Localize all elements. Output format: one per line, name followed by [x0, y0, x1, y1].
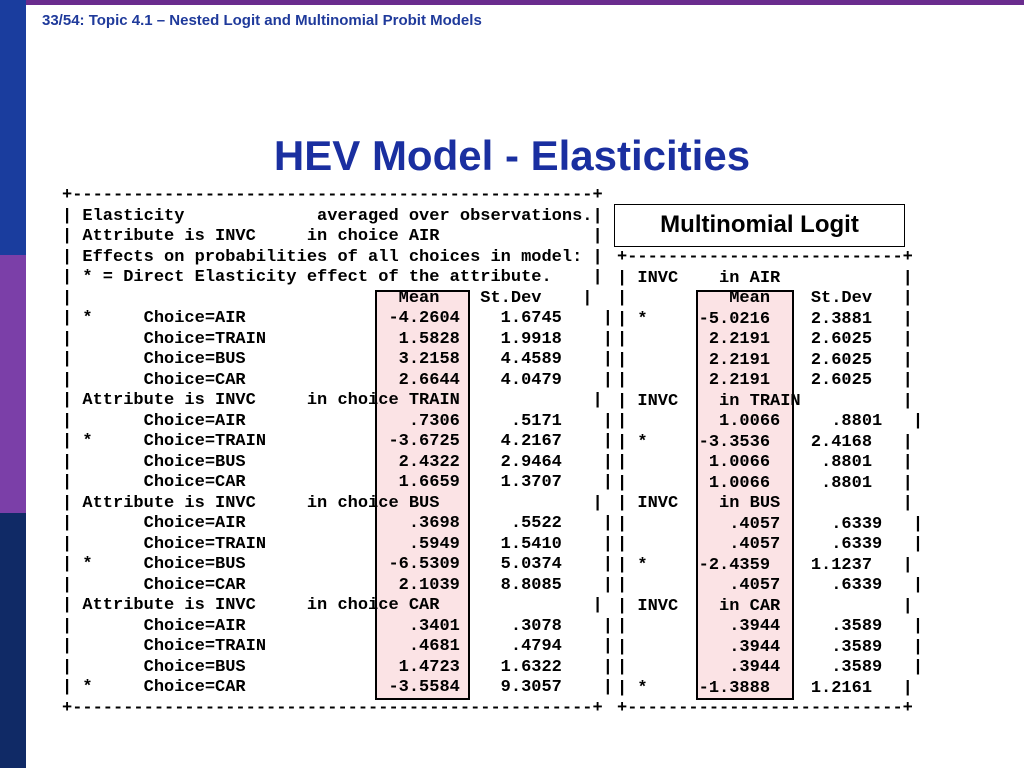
- hev-output-line: +---------------------------------------------------+: [62, 186, 603, 205]
- side-stripe-blue: [0, 0, 26, 255]
- hev-output-line: | Choice=TRAIN .5949 1.5410 |: [62, 534, 613, 554]
- hev-output-line: | Choice=TRAIN .4681 .4794 |: [62, 637, 613, 656]
- hev-output-line: | * Choice=BUS -6.5309 5.0374 |: [62, 555, 613, 574]
- mnl-output-line: | 1.0066 .8801 |: [617, 473, 913, 493]
- hev-output-line: | Choice=AIR .3401 .3078 |: [62, 616, 613, 636]
- mnl-output-line: | .4057 .6339 |: [617, 514, 924, 534]
- hev-output-line: | Choice=CAR 2.6644 4.0479 |: [62, 370, 613, 390]
- hev-output-line: | Attribute is INVC in choice BUS |: [62, 493, 603, 513]
- hev-output-line: | Attribute is INVC in choice AIR |: [62, 227, 603, 246]
- mnl-output-line: | INVC in AIR |: [617, 268, 913, 288]
- hev-elasticity-output: [62, 186, 613, 719]
- hev-output-line: | * Choice=CAR -3.5584 9.3057 |: [62, 678, 613, 697]
- hev-output-line: +---------------------------------------------------+: [62, 698, 603, 718]
- hev-output-line: | Mean St.Dev |: [62, 288, 593, 308]
- mnl-output-line: +---------------------------+: [617, 248, 913, 267]
- hev-output-line: | Choice=CAR 1.6659 1.3707 |: [62, 473, 613, 492]
- mnl-output-line: | 2.2191 2.6025 |: [617, 350, 913, 370]
- hev-output-line: | Effects on probabilities of all choices in model: |: [62, 247, 603, 267]
- mnl-output-line: | 2.2191 2.6025 |: [617, 371, 913, 390]
- mnl-elasticity-output: [617, 248, 923, 720]
- mnl-output-line: | * -1.3888 1.2161 |: [617, 678, 913, 698]
- mnl-output-line: | .3944 .3589 |: [617, 617, 924, 636]
- mnl-output-line: | 2.2191 2.6025 |: [617, 330, 913, 349]
- mnl-output-line: | * -2.4359 1.1237 |: [617, 555, 913, 575]
- mnl-output-line: | .3944 .3589 |: [617, 637, 924, 657]
- hev-output-line: | Attribute is INVC in choice TRAIN |: [62, 391, 603, 410]
- hev-output-line: | Choice=BUS 1.4723 1.6322 |: [62, 657, 613, 677]
- hev-output-line: | * Choice=AIR -4.2604 1.6745 |: [62, 309, 613, 328]
- hev-output-line: | Choice=AIR .3698 .5522 |: [62, 514, 613, 533]
- mnl-output-line: | * -5.0216 2.3881 |: [617, 309, 913, 329]
- mnl-output-line: | 1.0066 .8801 |: [617, 453, 913, 472]
- slide-header: 33/54: Topic 4.1 – Nested Logit and Multinomial Probit Models: [42, 12, 482, 29]
- mnl-output-line: | .4057 .6339 |: [617, 576, 924, 595]
- hev-output-line: | Choice=CAR 2.1039 8.8085 |: [62, 575, 613, 595]
- hev-output-line: | Choice=BUS 3.2158 4.4589 |: [62, 350, 613, 369]
- side-stripe-purple: [0, 255, 26, 513]
- hev-output-line: | Choice=BUS 2.4322 2.9464 |: [62, 452, 613, 472]
- hev-output-line: | Choice=AIR .7306 .5171 |: [62, 411, 613, 431]
- mnl-output-line: | INVC in TRAIN |: [617, 391, 913, 411]
- mnl-output-line: | * -3.3536 2.4168 |: [617, 432, 913, 452]
- hev-output-line: | Choice=TRAIN 1.5828 1.9918 |: [62, 329, 613, 349]
- top-accent-bar: [0, 0, 1024, 5]
- slide-title: HEV Model - Elasticities: [273, 132, 751, 179]
- multinomial-logit-label: Multinomial Logit: [614, 204, 905, 247]
- mnl-output-line: +---------------------------+: [617, 699, 913, 718]
- mnl-output-line: | Mean St.Dev |: [617, 289, 913, 308]
- hev-output-line: | Elasticity averaged over observations.|: [62, 206, 603, 226]
- mnl-output-line: | .4057 .6339 |: [617, 535, 924, 554]
- side-stripe-navy: [0, 513, 26, 768]
- hev-output-line: | Attribute is INVC in choice CAR |: [62, 596, 603, 615]
- mnl-output-line: | .3944 .3589 |: [617, 658, 924, 677]
- hev-output-line: | * = Direct Elasticity effect of the attribute. |: [62, 268, 603, 287]
- hev-output-line: | * Choice=TRAIN -3.6725 4.2167 |: [62, 432, 613, 451]
- mnl-output-line: | 1.0066 .8801 |: [617, 412, 924, 431]
- mnl-output-line: | INVC in CAR |: [617, 596, 913, 616]
- mnl-output-line: | INVC in BUS |: [617, 494, 913, 513]
